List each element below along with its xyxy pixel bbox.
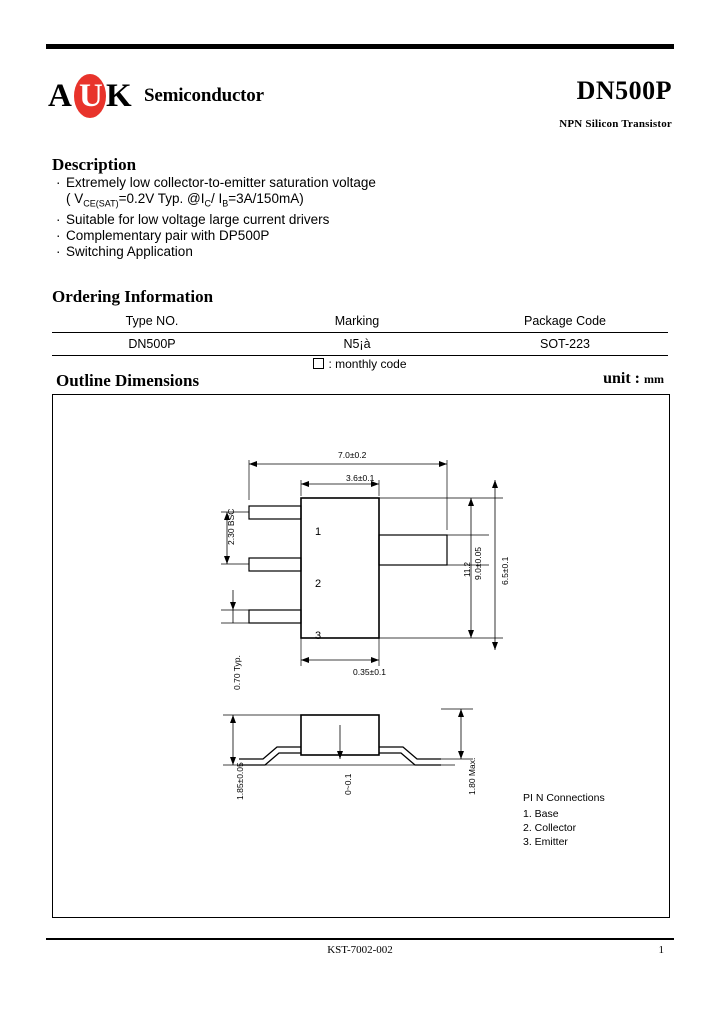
column-header-package-code: Package Code [523,314,606,328]
dim-tab-width: 0.35±0.1 [353,667,387,677]
desc-vce-mid: =0.2V Typ. @I [118,190,205,206]
unit-label [603,370,664,388]
dim-lead-span-top: 3.6±0.1 [346,473,375,483]
unit-value: mm [644,372,664,386]
company-name: Semiconductor [144,85,264,106]
unit-label-text: unit : [603,370,640,387]
pin-number-2: 2 [315,578,322,590]
description-item [56,191,616,212]
part-subtitle: NPN Silicon Transistor [559,118,672,130]
table-header-row [52,310,668,332]
ordering-heading: Ordering Information [52,287,214,306]
pin-connection-item: 1. Base [523,808,559,820]
description-item-text: Extremely low collector-to-emitter saturation voltage [66,175,376,190]
pin-connection-item: 2. Collector [523,822,577,834]
company-logo [48,72,264,120]
description-list [56,175,616,260]
cell-type-no: DN500P [128,337,176,351]
package-side-view-svg [203,695,533,885]
pin-number-3: 3 [315,630,322,642]
marking-note [52,357,668,371]
dim-body-height: 6.5±0.1 [500,556,510,585]
description-item-text: Suitable for low voltage large current drivers [66,212,330,228]
logo-letter-k: K [106,78,132,114]
dim-lead-width: 0.70 Typ. [232,655,242,690]
pin-connection-item: 3. Emitter [523,836,568,848]
logo-letter-u: U [79,78,103,114]
pin-connections-title: PI N Connections [523,792,605,804]
outline-heading: Outline Dimensions [56,371,200,390]
description-item-text: Complementary pair with DP500P [66,228,270,244]
pin-number-1: 1 [315,526,322,538]
desc-ic-sub: C [204,198,211,209]
desc-ib-sub: B [222,198,229,209]
dim-lead-thickness: 0~0.1 [343,773,353,795]
square-box-icon [313,358,324,369]
description-item [56,228,616,244]
desc-ib-pre: / I [211,190,223,206]
bullet-icon: · [56,228,61,244]
table-rule-bottom [52,355,668,356]
dim-foot-length: 1.80 Max. [467,757,477,795]
column-header-type-no: Type NO. [125,314,179,328]
dim-tab-height: 9.0±0.05 [473,546,483,580]
logo-mark [48,74,148,118]
dim-body-width: 7.0±0.2 [338,450,367,460]
outline-drawing-frame [52,394,670,918]
dim-pitch: 2.30 BSC [226,508,236,545]
marking-note-text: : monthly code [328,357,407,371]
description-item [56,212,616,228]
desc-vce-post: =3A/150mA) [228,190,304,206]
footer-page-number: 1 [658,944,664,956]
logo-letter-a: A [48,78,72,114]
column-header-marking: Marking [334,314,380,328]
header-rule [46,44,674,49]
desc-vce-pre: ( V [66,190,84,206]
bullet-icon: · [56,243,61,259]
ordering-table [52,310,668,356]
bullet-icon: · [56,212,61,228]
pin-connections-block [523,791,605,849]
description-heading: Description [52,155,137,174]
cell-marking: N5¡à [343,337,371,351]
dim-total-height: 11.2 [463,562,472,577]
description-item [56,244,616,260]
cell-package-code: SOT-223 [539,337,591,351]
description-item [56,175,616,191]
footer-doc-code: KST-7002-002 [327,944,393,956]
bullet-icon: · [56,175,61,190]
footer-rule [46,938,674,940]
page-title: DN500P [576,76,672,105]
description-item-text: Switching Application [66,243,193,259]
desc-vce-sub: CE(SAT) [83,198,119,209]
table-row [52,333,668,355]
dim-stand-off: 1.85±0.05 [235,762,245,800]
